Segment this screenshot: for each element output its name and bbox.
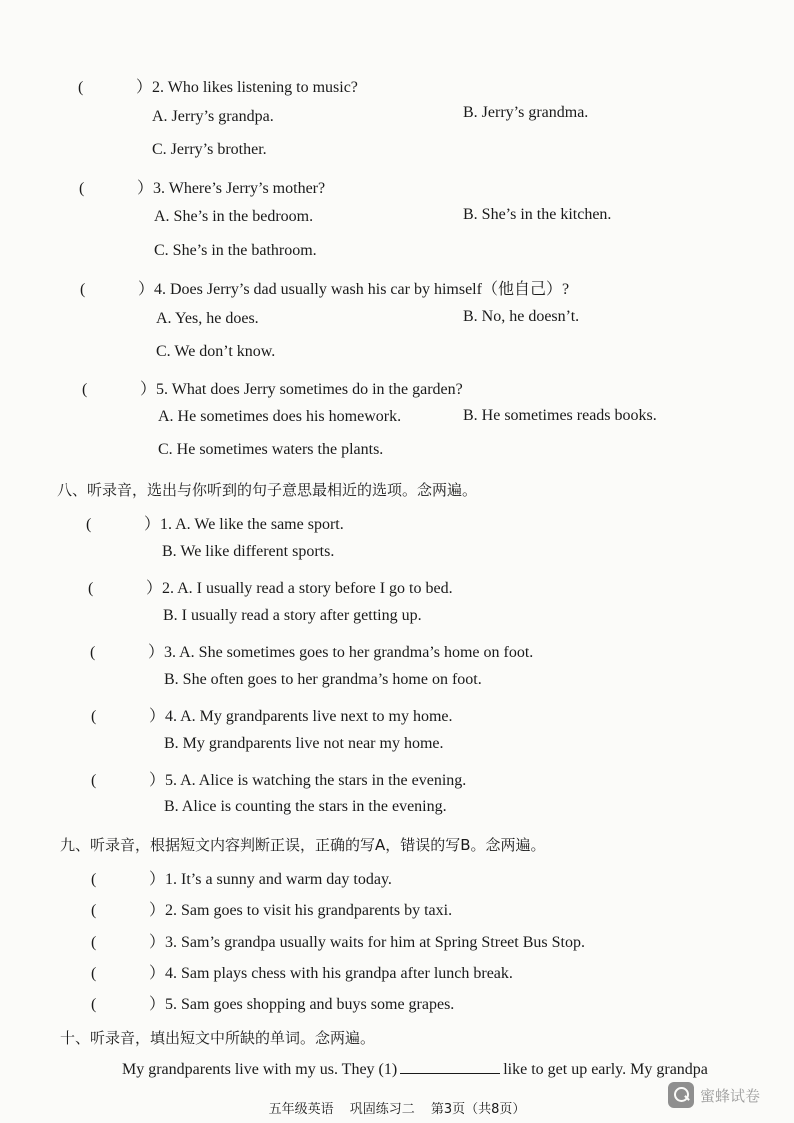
blank-1[interactable] xyxy=(400,1059,500,1074)
part9-item-4: ( ）4. Sam plays chess with his grandpa after lunch break. xyxy=(91,965,513,982)
question-text: ）2. Who likes listening to music? xyxy=(136,79,358,96)
footer-title: 巩固练习二 xyxy=(349,1102,415,1117)
statement-text: ）5. Sam goes shopping and buys some grapes. xyxy=(149,996,455,1013)
option-a: A. Jerry’s grandpa. xyxy=(152,108,274,125)
option-b: B. We like different sports. xyxy=(162,543,335,560)
option-b: B. He sometimes reads books. xyxy=(463,407,657,424)
part9-item-3: ( ）3. Sam’s grandpa usually waits for him at Spring Street Bus Stop. xyxy=(91,934,585,951)
part9-item-1: ( ）1. It’s a sunny and warm day today. xyxy=(91,871,392,888)
statement-text: ）3. Sam’s grandpa usually waits for him at Spring Street Bus Stop. xyxy=(149,934,585,951)
footer-page: 第3页（共8页） xyxy=(430,1102,526,1117)
option-c: C. She’s in the bathroom. xyxy=(154,242,317,259)
question-text: ）4. Does Jerry’s dad usually wash his car by himself（他自己）? xyxy=(138,281,570,298)
passage-text-end: like to get up early. My grandpa xyxy=(503,1061,708,1078)
option-a: A. She’s in the bedroom. xyxy=(154,208,314,225)
option-b: B. She often goes to her grandma’s home on foot. xyxy=(164,671,482,688)
question-text: ）5. What does Jerry sometimes do in the garden? xyxy=(140,381,463,398)
option-a: ）5. A. Alice is watching the stars in the evening. xyxy=(149,772,467,789)
option-b: B. Alice is counting the stars in the evening. xyxy=(164,798,447,815)
page-footer xyxy=(0,1098,794,1117)
option-b: B. No, he doesn’t. xyxy=(463,308,580,325)
option-c: C. We don’t know. xyxy=(156,343,276,360)
part9-item-5: ( ）5. Sam goes shopping and buys some grapes. xyxy=(91,996,455,1013)
section-8-heading: 八、听录音，选出与你听到的句子意思最相近的选项。念两遍。 xyxy=(57,481,478,499)
passage-text-start: My grandparents live with my us. They (1) xyxy=(122,1061,398,1078)
watermark-text: 蜜蜂试卷 xyxy=(700,1086,761,1105)
option-a: ）4. A. My grandparents live next to my home. xyxy=(149,708,453,725)
option-a: A. Yes, he does. xyxy=(156,310,259,327)
option-c: C. He sometimes waters the plants. xyxy=(158,441,384,458)
option-a: ）3. A. She sometimes goes to her grandma’s home on foot. xyxy=(148,644,534,661)
section-10-heading: 十、听录音，填出短文中所缺的单词。念两遍。 xyxy=(60,1029,376,1047)
footer-subject: 五年级英语 xyxy=(268,1102,334,1117)
option-a: A. He sometimes does his homework. xyxy=(158,408,402,425)
statement-text: ）4. Sam plays chess with his grandpa after lunch break. xyxy=(149,965,513,982)
option-a: ）1. A. We like the same sport. xyxy=(144,516,344,533)
option-b: B. My grandparents live not near my home. xyxy=(164,735,444,752)
option-b: B. Jerry’s grandma. xyxy=(463,104,589,121)
statement-text: ）2. Sam goes to visit his grandparents by taxi. xyxy=(149,902,453,919)
statement-text: ）1. It’s a sunny and warm day today. xyxy=(149,871,392,888)
section-9-heading: 九、听录音，根据短文内容判断正误，正确的写A，错误的写B。念两遍。 xyxy=(60,836,546,854)
option-b: B. I usually read a story after getting up. xyxy=(163,607,422,624)
option-a: ）2. A. I usually read a story before I go to bed. xyxy=(146,580,453,597)
part9-item-2: ( ）2. Sam goes to visit his grandparents by taxi. xyxy=(91,902,453,919)
question-text: ）3. Where’s Jerry’s mother? xyxy=(137,180,326,197)
option-c: C. Jerry’s brother. xyxy=(152,141,267,158)
passage-line xyxy=(122,1059,708,1079)
option-b: B. She’s in the kitchen. xyxy=(463,206,612,223)
